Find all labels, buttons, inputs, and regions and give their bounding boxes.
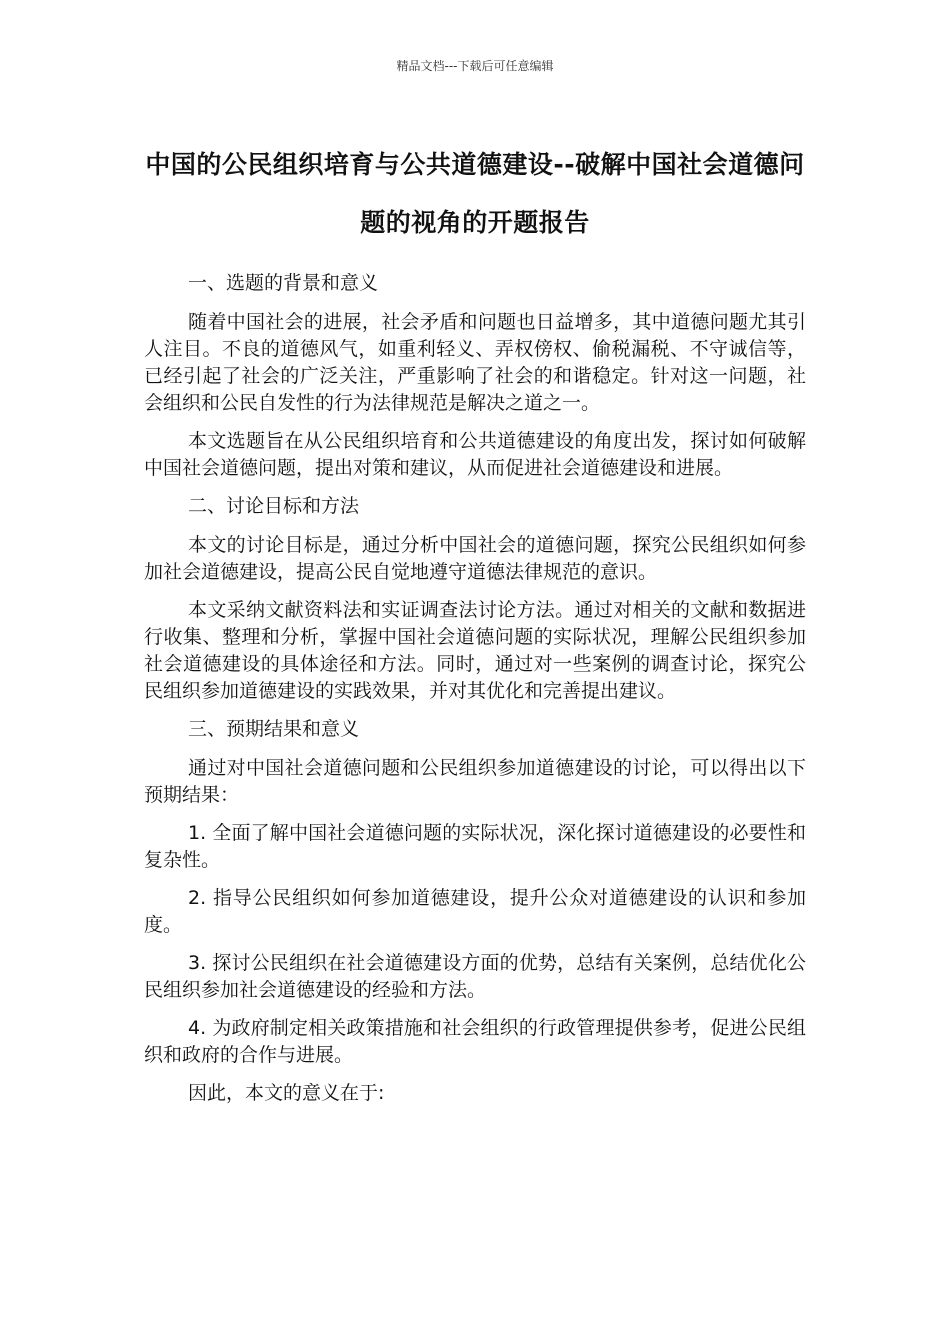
page-header: 精品文档---下载后可任意编辑 xyxy=(396,59,554,73)
document-body xyxy=(144,270,806,1118)
list-item: 3. 探讨公民组织在社会道德建设方面的优势，总结有关案例，总结优化公民组织参加社会道德建设的经验和方法。 xyxy=(144,952,806,1001)
section-heading-background: 一、选题的背景和意义 xyxy=(188,272,379,294)
paragraph: 随着中国社会的进展，社会矛盾和问题也日益增多，其中道德问题尤其引人注目。不良的道德风气，如重利轻义、弄权傍权、偷税漏税、不守诚信等，已经引起了社会的广泛关注，严重影响了社会的和谐稳定。针对这一问题，社会组织和公民自发性的行为法律规范是解决之道之一。 xyxy=(144,311,806,414)
document-title: 中国的公民组织培育与公共道德建设--破解中国社会道德问题的视角的开题报告 xyxy=(145,150,805,237)
section-heading-expected-results: 三、预期结果和意义 xyxy=(188,718,360,740)
paragraph: 因此，本文的意义在于: xyxy=(188,1082,385,1104)
paragraph: 本文的讨论目标是，通过分析中国社会的道德问题，探究公民组织如何参加社会道德建设，提高公民自觉地遵守道德法律规范的意识。 xyxy=(144,534,806,583)
section-heading-goals-methods: 二、讨论目标和方法 xyxy=(188,495,360,517)
paragraph: 本文选题旨在从公民组织培育和公共道德建设的角度出发，探讨如何破解中国社会道德问题，提出对策和建议，从而促进社会道德建设和进展。 xyxy=(144,430,806,479)
list-item: 1. 全面了解中国社会道德问题的实际状况，深化探讨道德建设的必要性和复杂性。 xyxy=(144,822,806,871)
list-item: 2. 指导公民组织如何参加道德建设，提升公众对道德建设的认识和参加度。 xyxy=(144,887,806,936)
paragraph: 通过对中国社会道德问题和公民组织参加道德建设的讨论，可以得出以下预期结果： xyxy=(144,757,806,806)
list-item: 4. 为政府制定相关政策措施和社会组织的行政管理提供参考，促进公民组织和政府的合作与进展。 xyxy=(144,1017,806,1066)
paragraph: 本文采纳文献资料法和实证调查法讨论方法。通过对相关的文献和数据进行收集、整理和分析，掌握中国社会道德问题的实际状况，理解公民组织参加社会道德建设的具体途径和方法。同时，通过对一些案例的调查讨论，探究公民组织参加道德建设的实践效果，并对其优化和完善提出建议。 xyxy=(144,599,806,702)
